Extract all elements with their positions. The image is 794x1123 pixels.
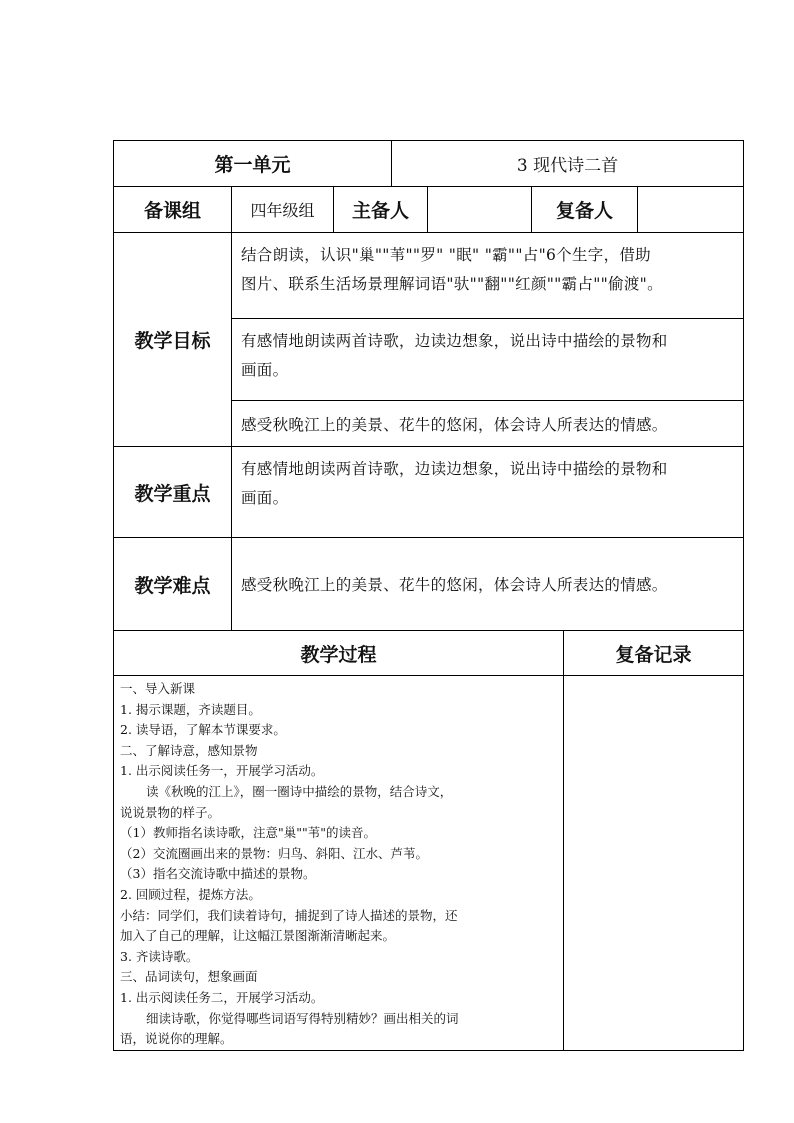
process-line: 说说景物的样子。 — [120, 804, 221, 820]
process-label: 教学过程 — [300, 643, 377, 666]
main-preparer-value — [428, 187, 531, 232]
unit-title: 第一单元 — [214, 154, 291, 176]
process-line: 1. 揭示课题，齐读题目。 — [120, 701, 261, 717]
process-lines — [120, 679, 557, 1050]
process-line: （3）指名交流诗歌中描述的景物。 — [120, 866, 316, 882]
objective-item — [232, 401, 743, 446]
process-line: 细读诗歌，你觉得哪些词语写得特别精妙？画出相关的词 — [146, 1010, 459, 1026]
process-line: （2）交流圈画出来的景物：归鸟、斜阳、江水、芦苇。 — [120, 845, 428, 861]
process-line: 语，说说你的理解。 — [120, 1031, 233, 1047]
lesson-title: 3 现代诗二首 — [516, 156, 619, 176]
key-points-line: 有感情地朗读两首诗歌，边读边想象，说出诗中描绘的景物和 — [241, 460, 668, 478]
objective-line: 图片、联系生活场景理解词语"驮""翻""红颜""霸占""偷渡"。 — [241, 275, 663, 293]
process-body — [114, 676, 563, 1050]
process-line: （1）教师指名读诗歌，注意"巢""苇"的读音。 — [120, 825, 376, 841]
process-line: 1. 出示阅读任务一，开展学习活动。 — [120, 763, 324, 779]
process-line: 3. 齐读诗歌。 — [120, 948, 199, 964]
process-line: 一、导入新课 — [120, 681, 196, 696]
main-preparer-label: 主备人 — [351, 200, 409, 222]
process-line: 二、了解诗意，感知景物 — [120, 742, 258, 758]
process-line: 加入了自己的理解，让这幅江景图渐渐清晰起来。 — [120, 928, 396, 944]
re-preparer-value — [638, 187, 743, 232]
objectives-label: 教学目标 — [134, 330, 211, 352]
objective-item — [232, 233, 743, 318]
process-line: 2. 回顾过程，提炼方法。 — [120, 886, 261, 902]
objective-line: 结合朗读，认识"巢""苇""罗" "眠" "霸""占"6个生字，借助 — [241, 246, 651, 264]
process-line: 小结：同学们，我们读着诗句，捕捉到了诗人描述的景物，还 — [120, 907, 458, 923]
notes-label: 复备记录 — [615, 643, 692, 666]
group-value: 四年级组 — [250, 201, 315, 220]
objective-line: 感受秋晚江上的美景、花牛的悠闲，体会诗人所表达的情感。 — [241, 415, 668, 434]
objective-item — [232, 319, 743, 400]
objective-line: 有感情地朗读两首诗歌，边读边想象，说出诗中描绘的景物和 — [241, 332, 668, 350]
process-line: 1. 出示阅读任务二，开展学习活动。 — [120, 989, 324, 1005]
group-label: 备课组 — [143, 200, 201, 222]
difficulties-label: 教学难点 — [134, 574, 211, 597]
difficulties-text: 感受秋晚江上的美景、花牛的悠闲，体会诗人所表达的情感。 — [241, 576, 668, 594]
objective-line: 画面。 — [241, 361, 289, 379]
process-line: 三、品词读句，想象画面 — [120, 969, 258, 985]
key-points-text — [232, 447, 743, 537]
re-preparer-label: 复备人 — [555, 200, 613, 222]
notes-body — [564, 676, 743, 1050]
process-line: 读《秋晚的江上》，圈一圈诗中描绘的景物，结合诗文， — [146, 783, 453, 799]
process-line: 2. 读导语，了解本节课要求。 — [120, 722, 286, 738]
key-points-line: 画面。 — [241, 489, 289, 507]
key-points-label: 教学重点 — [134, 482, 211, 505]
